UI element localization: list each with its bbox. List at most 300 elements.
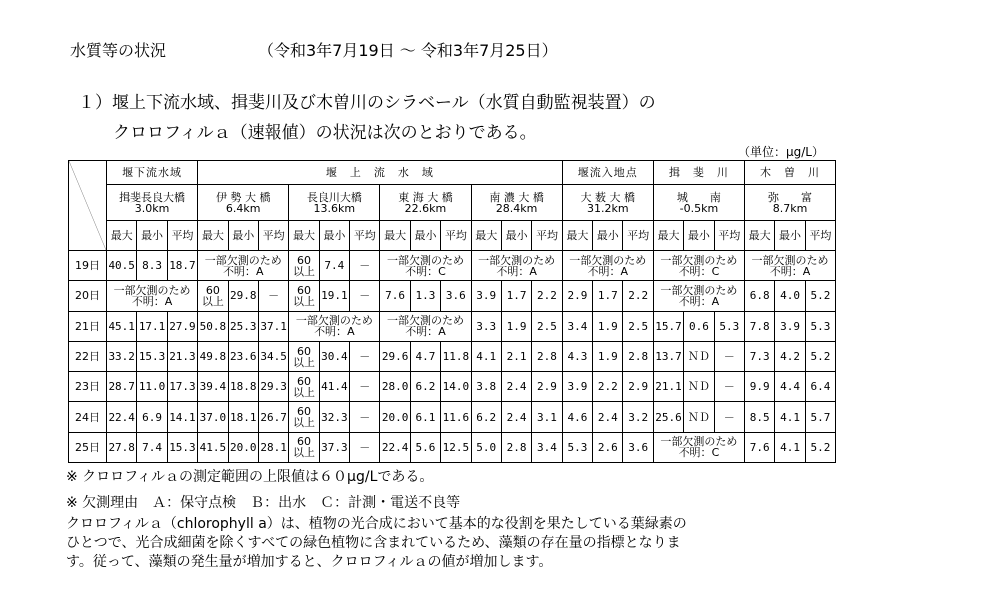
site-header [380, 185, 471, 221]
missing-prefix: 不明： [678, 294, 712, 308]
value-cell: 28.0 [380, 372, 410, 402]
stat-header [167, 221, 197, 251]
value-cell: 7.8 [744, 311, 774, 341]
value-cell: 12.5 [441, 432, 471, 462]
stat-label: 最小 [779, 229, 802, 242]
missing-prefix: 不明： [587, 264, 621, 278]
missing-prefix: 不明： [678, 264, 712, 278]
value-cell: 37.0 [198, 402, 228, 432]
value-cell: 28.1 [258, 432, 288, 462]
value-cell: 18.1 [228, 402, 258, 432]
site-name: 揖斐長良大橋 [119, 190, 186, 204]
value-cell: － [350, 251, 380, 281]
value-cell: 6.2 [471, 402, 501, 432]
stat-label: 平均 [535, 229, 558, 242]
stat-label: 最大 [110, 229, 133, 242]
value-cell-over [289, 402, 319, 432]
stat-label: 平均 [809, 229, 832, 242]
value-cell: 17.3 [167, 372, 197, 402]
value-cell: 7.6 [380, 281, 410, 311]
table-row [69, 251, 836, 281]
value-cell: 2.6 [593, 432, 623, 462]
chlorophyll-table [68, 160, 836, 463]
stat-label: 最小 [232, 229, 255, 242]
value-cell: 2.2 [593, 372, 623, 402]
stat-label: 最小 [505, 229, 528, 242]
day-cell [69, 311, 107, 341]
day-label: 24日 [75, 410, 100, 424]
site-header [289, 185, 380, 221]
value-cell: 1.7 [501, 281, 531, 311]
group-header [562, 161, 653, 185]
value-cell: 30.4 [319, 341, 349, 371]
day-cell [69, 281, 107, 311]
value-cell: 41.5 [198, 432, 228, 462]
missing-text: 一部欠測のため [113, 283, 191, 297]
site-distance: 3.0km [134, 201, 170, 215]
value-cell: － [258, 281, 288, 311]
value-cell: 4.6 [562, 402, 592, 432]
unit-label: （単位：μg/L） [738, 145, 824, 159]
value-cell: 28.7 [107, 372, 137, 402]
over-value: 60 [296, 405, 311, 419]
over-value: 60 [296, 253, 311, 267]
stat-header [714, 221, 744, 251]
value-cell: 7.4 [319, 251, 349, 281]
stat-label: 最大 [748, 229, 771, 242]
missing-cell [289, 311, 380, 341]
value-cell: 2.2 [532, 281, 562, 311]
stat-label: 最大 [201, 229, 224, 242]
value-cell: 2.4 [501, 402, 531, 432]
value-cell: 2.9 [623, 372, 653, 402]
missing-text: 一部欠測のため [204, 253, 282, 267]
value-cell: 33.2 [107, 341, 137, 371]
value-cell: 22.4 [380, 432, 410, 462]
stat-header [258, 221, 288, 251]
site-header [744, 185, 835, 221]
value-cell: 5.3 [805, 311, 835, 341]
value-cell: 37.1 [258, 311, 288, 341]
value-cell: 5.2 [805, 432, 835, 462]
value-cell: 25.6 [653, 402, 683, 432]
value-cell: 21.1 [653, 372, 683, 402]
value-cell: 9.9 [744, 372, 774, 402]
missing-cell [562, 251, 653, 281]
site-name: 東 海 大 橋 [398, 190, 453, 204]
missing-prefix: 不明： [131, 294, 165, 308]
value-cell: 5.2 [805, 281, 835, 311]
missing-prefix: 不明： [769, 264, 803, 278]
value-cell: 3.6 [623, 432, 653, 462]
stat-header [319, 221, 349, 251]
value-cell: 7.3 [744, 341, 774, 371]
missing-reason: C [711, 264, 720, 278]
value-cell: 11.6 [441, 402, 471, 432]
missing-reason: A [255, 264, 264, 278]
value-cell: 7.4 [137, 432, 167, 462]
header-row-groups [69, 161, 836, 185]
missing-reason: A [164, 294, 173, 308]
value-cell: 2.4 [593, 402, 623, 432]
site-header [198, 185, 289, 221]
value-cell: 27.9 [167, 311, 197, 341]
missing-reason: C [711, 446, 720, 460]
note-missing-reasons: ※ 欠測理由 Ａ：保守点検 Ｂ：出水 Ｃ：計測・電送不良等 [66, 495, 461, 511]
missing-text: 一部欠測のため [751, 253, 829, 267]
group-header [744, 161, 835, 185]
site-name: 弥 富 [768, 190, 813, 204]
value-cell: 11.8 [441, 341, 471, 371]
value-cell: 2.1 [501, 341, 531, 371]
group-header [107, 161, 198, 185]
value-cell: 17.1 [137, 311, 167, 341]
missing-cell [744, 251, 835, 281]
site-header [562, 185, 653, 221]
day-label: 20日 [75, 289, 100, 303]
day-label: 19日 [75, 259, 100, 273]
value-cell: 6.9 [137, 402, 167, 432]
stat-label: 最大 [657, 229, 680, 242]
missing-prefix: 不明： [405, 264, 439, 278]
site-distance: 28.4km [495, 201, 538, 215]
value-cell: 41.4 [319, 372, 349, 402]
stat-label: 最大 [566, 229, 589, 242]
over-value: 60 [296, 283, 311, 297]
value-cell: 27.8 [107, 432, 137, 462]
value-cell: 34.5 [258, 341, 288, 371]
over-value: 60 [296, 435, 311, 449]
value-cell: 6.8 [744, 281, 774, 311]
value-cell: 29.3 [258, 372, 288, 402]
value-cell: 1.9 [593, 341, 623, 371]
value-cell: － [714, 341, 744, 371]
stat-header [137, 221, 167, 251]
value-cell: 23.6 [228, 341, 258, 371]
stat-header [684, 221, 714, 251]
over-value: 60 [205, 283, 220, 297]
site-distance: 22.6km [404, 201, 447, 215]
value-cell: 15.7 [653, 311, 683, 341]
day-label: 21日 [75, 319, 100, 333]
site-distance: 13.6km [313, 201, 356, 215]
value-cell: 5.7 [805, 402, 835, 432]
value-cell: 29.8 [228, 281, 258, 311]
value-cell: 14.0 [441, 372, 471, 402]
stat-header [441, 221, 471, 251]
value-cell: 19.1 [319, 281, 349, 311]
value-cell: － [714, 402, 744, 432]
missing-prefix: 不明： [222, 264, 256, 278]
value-cell: ＮＤ [684, 341, 714, 371]
value-cell: 3.6 [441, 281, 471, 311]
group-label: 木 曽 川 [760, 166, 821, 179]
stat-label: 最大 [475, 229, 498, 242]
missing-text: 一部欠測のため [660, 283, 738, 297]
value-cell: 18.7 [167, 251, 197, 281]
value-cell: 3.3 [471, 311, 501, 341]
over-suffix: 以上 [292, 385, 315, 399]
corner-cell [69, 161, 107, 251]
diagonal-line [69, 161, 106, 250]
value-cell: － [350, 402, 380, 432]
group-label: 堰下流水域 [122, 166, 183, 179]
over-suffix: 以上 [292, 416, 315, 430]
site-distance: -0.5km [679, 201, 719, 215]
group-label: 堰 上 流 水 域 [325, 166, 434, 179]
missing-reason: A [529, 264, 537, 278]
value-cell: 5.3 [562, 432, 592, 462]
stat-label: 最小 [323, 229, 346, 242]
value-cell: 20.0 [228, 432, 258, 462]
stat-label: 最大 [384, 229, 407, 242]
missing-reason: A [802, 264, 811, 278]
missing-text: 一部欠測のため [386, 253, 464, 267]
value-cell: 2.5 [532, 311, 562, 341]
table-row [69, 311, 836, 341]
value-cell: 2.8 [501, 432, 531, 462]
stat-header [228, 221, 258, 251]
value-cell: 15.3 [167, 432, 197, 462]
period-label: （令和3年7月19日 ～ 令和3年7月25日） [258, 41, 558, 60]
value-cell: 20.0 [380, 402, 410, 432]
group-label: 堰流入地点 [577, 166, 638, 179]
day-cell [69, 372, 107, 402]
missing-prefix: 不明： [405, 325, 439, 339]
value-cell: 3.9 [471, 281, 501, 311]
value-cell: 2.8 [532, 341, 562, 371]
value-cell-over [289, 432, 319, 462]
value-cell: 3.4 [562, 311, 592, 341]
value-cell: 5.6 [410, 432, 440, 462]
missing-cell [380, 311, 471, 341]
missing-text: 一部欠測のため [478, 253, 556, 267]
value-cell: 15.3 [137, 341, 167, 371]
stat-label: 最小 [687, 229, 710, 242]
value-cell: 3.2 [623, 402, 653, 432]
site-distance: 6.4km [225, 201, 261, 215]
missing-reason: A [347, 325, 355, 339]
value-cell: 26.7 [258, 402, 288, 432]
value-cell: 6.2 [410, 372, 440, 402]
day-cell [69, 432, 107, 462]
stat-header [744, 221, 774, 251]
value-cell-over [289, 372, 319, 402]
site-name: 伊 勢 大 橋 [215, 190, 271, 204]
value-cell: 3.4 [532, 432, 562, 462]
over-suffix: 以上 [292, 294, 315, 308]
missing-cell [653, 432, 744, 462]
missing-text: 一部欠測のため [295, 314, 373, 328]
value-cell-over [198, 281, 228, 311]
value-cell: 49.8 [198, 341, 228, 371]
missing-reason: A [711, 294, 720, 308]
table-row [69, 372, 836, 402]
missing-reason: A [620, 264, 629, 278]
value-cell: － [714, 372, 744, 402]
value-cell: 0.6 [684, 311, 714, 341]
table-row [69, 281, 836, 311]
stat-label: 平均 [444, 229, 467, 242]
site-distance: 31.2km [586, 201, 629, 215]
value-cell-over [289, 251, 319, 281]
value-cell: 2.9 [532, 372, 562, 402]
value-cell: 5.2 [805, 341, 835, 371]
stat-label: 最小 [141, 229, 164, 242]
note-upper-limit: ※ クロロフィルａの測定範囲の上限値は６０μg/Lである。 [66, 469, 434, 485]
day-label: 25日 [75, 440, 100, 454]
day-label: 22日 [75, 350, 100, 364]
value-cell: ＮＤ [684, 402, 714, 432]
site-name: 長良川大橋 [306, 190, 362, 204]
stat-header [471, 221, 501, 251]
missing-cell [471, 251, 562, 281]
table-row [69, 402, 836, 432]
value-cell: 5.0 [471, 432, 501, 462]
stat-label: 最大 [292, 229, 315, 242]
over-value: 60 [296, 374, 311, 388]
stat-label: 平均 [353, 229, 376, 242]
value-cell: 5.3 [714, 311, 744, 341]
table-row [69, 432, 836, 462]
stat-header [775, 221, 805, 251]
site-header [107, 185, 198, 221]
value-cell: 40.5 [107, 251, 137, 281]
value-cell: 11.0 [137, 372, 167, 402]
over-value: 60 [296, 344, 311, 358]
value-cell: 4.1 [471, 341, 501, 371]
stat-label: 最小 [414, 229, 437, 242]
stat-label: 平均 [171, 229, 194, 242]
stat-label: 最小 [596, 229, 619, 242]
value-cell: 3.9 [775, 311, 805, 341]
value-cell: 39.4 [198, 372, 228, 402]
value-cell: 8.3 [137, 251, 167, 281]
value-cell: 3.9 [562, 372, 592, 402]
table-row [69, 341, 836, 371]
value-cell: 7.6 [744, 432, 774, 462]
value-cell: 29.6 [380, 341, 410, 371]
stat-header [350, 221, 380, 251]
group-label: 揖 斐 川 [668, 166, 729, 179]
group-header [198, 161, 563, 185]
value-cell: 2.9 [562, 281, 592, 311]
value-cell: 18.8 [228, 372, 258, 402]
value-cell: 13.7 [653, 341, 683, 371]
stat-header [653, 221, 683, 251]
description-line: す。従って、藻類の発生量が増加すると、クロロフィルａの値が増加します。 [66, 554, 553, 570]
value-cell: 2.2 [623, 281, 653, 311]
day-cell [69, 251, 107, 281]
missing-prefix: 不明： [678, 446, 712, 460]
value-cell: 4.7 [410, 341, 440, 371]
missing-cell [380, 251, 471, 281]
stat-header [501, 221, 531, 251]
stat-header [380, 221, 410, 251]
description-line: ひとつで、光合成細菌を除くすべての緑色植物に含まれているため、藻類の存在量の指標となりま [66, 535, 681, 551]
stat-header [623, 221, 653, 251]
value-cell: 1.9 [501, 311, 531, 341]
value-cell: 3.8 [471, 372, 501, 402]
value-cell: ＮＤ [684, 372, 714, 402]
stat-header [198, 221, 228, 251]
value-cell: 4.3 [562, 341, 592, 371]
site-distance: 8.7km [772, 201, 808, 215]
value-cell: 21.3 [167, 341, 197, 371]
missing-text: 一部欠測のため [569, 253, 647, 267]
value-cell: 50.8 [198, 311, 228, 341]
description-line: クロロフィルａ（chlorophyll a）は、植物の光合成において基本的な役割を果たしている葉緑素の [66, 516, 687, 532]
missing-reason: C [438, 264, 446, 278]
value-cell: 25.3 [228, 311, 258, 341]
stat-header [107, 221, 137, 251]
over-suffix: 以上 [201, 294, 224, 308]
value-cell: 8.5 [744, 402, 774, 432]
value-cell: 2.5 [623, 311, 653, 341]
site-name: 南 濃 大 橋 [489, 190, 544, 204]
page-title: 水質等の状況 [70, 41, 167, 60]
missing-text: 一部欠測のため [660, 435, 738, 449]
site-name: 大 薮 大 橋 [580, 190, 636, 204]
day-cell [69, 341, 107, 371]
stat-header [562, 221, 592, 251]
value-cell: 1.7 [593, 281, 623, 311]
missing-prefix: 不明： [496, 264, 530, 278]
value-cell-over [289, 281, 319, 311]
missing-cell [198, 251, 289, 281]
value-cell: 6.4 [805, 372, 835, 402]
stat-header [805, 221, 835, 251]
over-suffix: 以上 [292, 264, 315, 278]
site-header [471, 185, 562, 221]
value-cell: － [350, 432, 380, 462]
value-cell-over [289, 341, 319, 371]
missing-text: 一部欠測のため [660, 253, 738, 267]
value-cell: 4.2 [775, 341, 805, 371]
value-cell: 32.3 [319, 402, 349, 432]
value-cell: 14.1 [167, 402, 197, 432]
missing-cell [653, 281, 744, 311]
over-suffix: 以上 [292, 446, 315, 460]
missing-prefix: 不明： [314, 325, 348, 339]
description [66, 515, 846, 572]
value-cell: 4.1 [775, 402, 805, 432]
missing-cell [107, 281, 198, 311]
value-cell: 4.4 [775, 372, 805, 402]
stat-label: 平均 [262, 229, 285, 242]
group-header [653, 161, 744, 185]
over-suffix: 以上 [292, 355, 315, 369]
day-label: 23日 [75, 380, 100, 394]
value-cell: 4.1 [775, 432, 805, 462]
intro-line-2: クロロフィルａ（速報値）の状況は次のとおりである。 [113, 123, 537, 143]
value-cell: 37.3 [319, 432, 349, 462]
missing-reason: A [438, 325, 446, 339]
value-cell: － [350, 372, 380, 402]
stat-label: 平均 [627, 229, 650, 242]
stat-header [410, 221, 440, 251]
header-row-stats [69, 221, 836, 251]
site-header [653, 185, 744, 221]
missing-cell [653, 251, 744, 281]
value-cell: 6.1 [410, 402, 440, 432]
site-name: 城 南 [676, 190, 721, 204]
value-cell: 1.3 [410, 281, 440, 311]
value-cell: － [350, 281, 380, 311]
value-cell: － [350, 341, 380, 371]
value-cell: 2.4 [501, 372, 531, 402]
value-cell: 1.9 [593, 311, 623, 341]
